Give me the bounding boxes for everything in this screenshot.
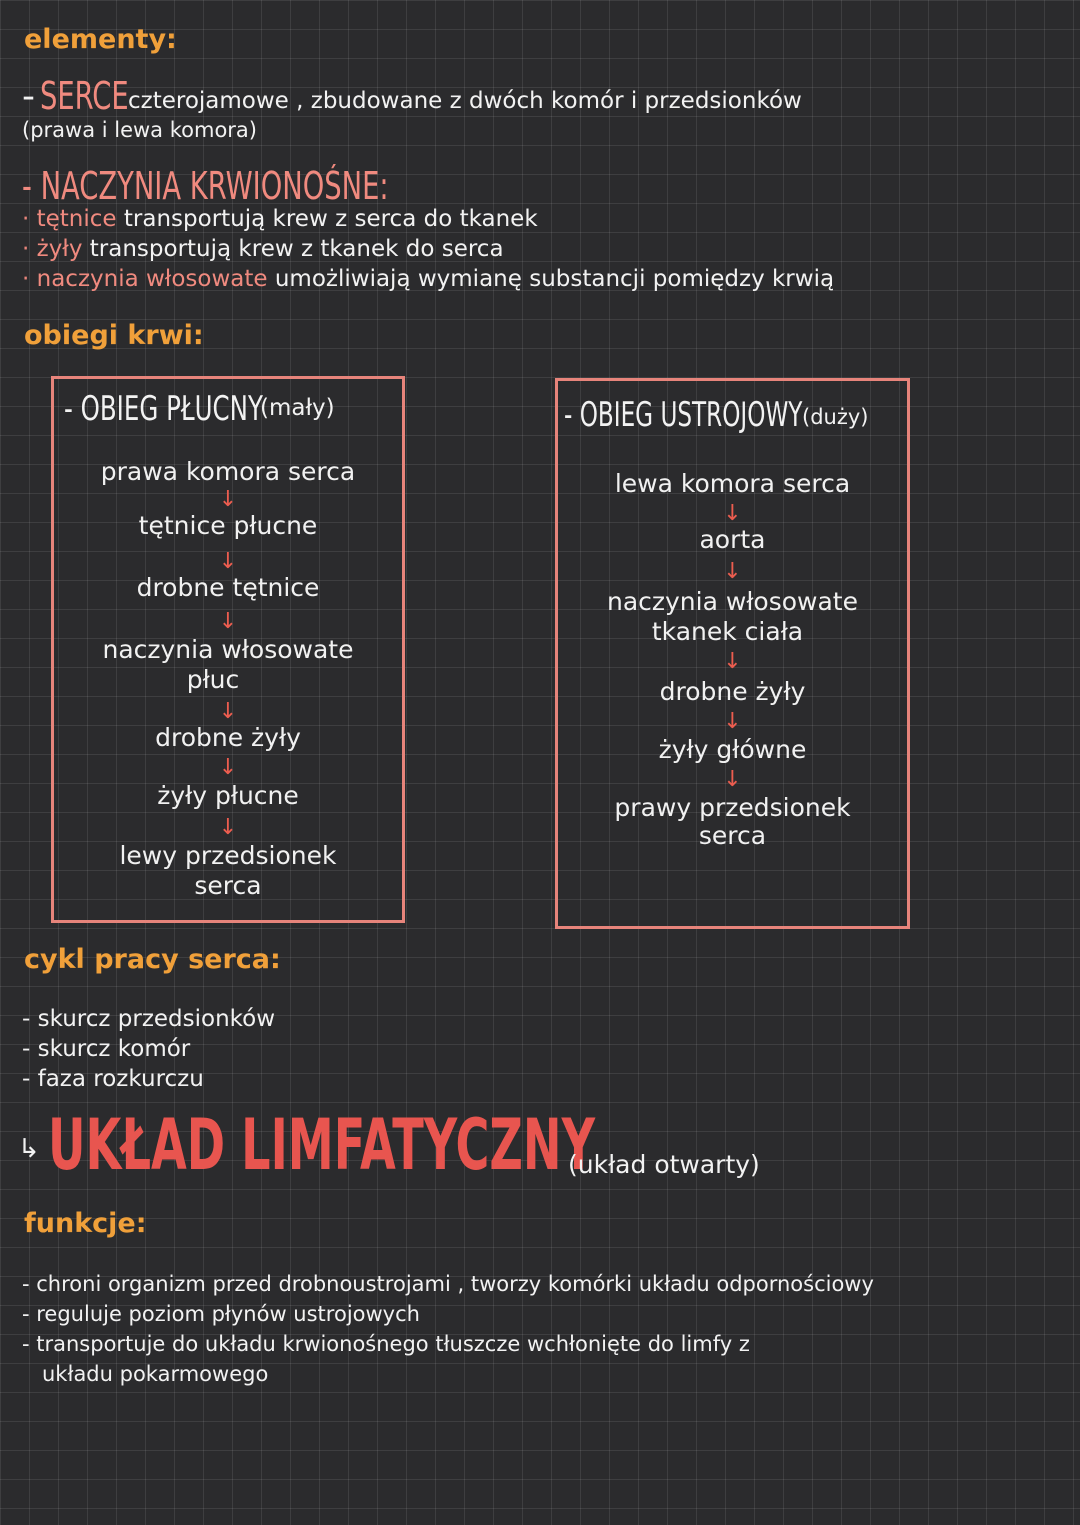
arrow-down-icon: ↓ bbox=[218, 815, 238, 840]
funkcje-item: - reguluje poziom płynów ustrojowych bbox=[22, 1302, 420, 1326]
arrow-down-icon: ↓ bbox=[723, 649, 742, 674]
obieg-ustrojowy-title: - OBIEG USTROJOWY bbox=[564, 395, 803, 435]
funkcje-item: - chroni organizm przed drobnoustrojami , tworzy komórki układu odpornościowy bbox=[22, 1272, 874, 1296]
arrow-down-icon: ↓ bbox=[723, 559, 742, 584]
naczynia-item-desc: umożliwiają wymianę substancji pomiędzy krwią bbox=[274, 266, 835, 292]
arrow-down-icon: ↓ bbox=[723, 501, 742, 526]
obieg-ustrojowy-sub: (duży) bbox=[802, 405, 869, 429]
obieg-ustrojowy-box bbox=[555, 378, 910, 929]
serce-title: SERCE bbox=[40, 74, 129, 118]
cykl-item: - skurcz komór bbox=[22, 1036, 191, 1062]
flow-step: serca bbox=[194, 871, 262, 900]
serce-dash: - bbox=[22, 76, 35, 117]
naczynia-item-term: naczynia włosowate bbox=[36, 266, 268, 292]
obieg-plucny-box bbox=[51, 376, 405, 923]
funkcje-item: - transportuje do układu krwionośnego tłuszcze wchłonięte do limfy z bbox=[22, 1332, 750, 1356]
flow-step: płuc bbox=[186, 665, 240, 694]
obiegi-heading: obiegi krwi: bbox=[24, 320, 204, 351]
naczynia-item: · naczynia włosowate umożliwiają wymianę substancji pomiędzy krwią bbox=[22, 266, 835, 292]
cykl-heading: cykl pracy serca: bbox=[24, 944, 281, 975]
funkcje-item: układu pokarmowego bbox=[42, 1362, 269, 1386]
serce-note: (prawa i lewa komora) bbox=[22, 118, 257, 142]
flow-step: drobne żyły bbox=[155, 723, 301, 752]
flow-step: serca bbox=[698, 821, 767, 850]
naczynia-item: · żyły transportują krew z tkanek do serca bbox=[22, 236, 504, 262]
elementy-heading: elementy: bbox=[24, 24, 177, 55]
serce-description: czterojamowe , zbudowane z dwóch komór i przedsionków bbox=[128, 88, 802, 114]
flow-step: tętnice płucne bbox=[138, 511, 318, 540]
naczynia-item-term: żyły bbox=[36, 236, 83, 262]
naczynia-item: · tętnice transportują krew z serca do tkanek bbox=[22, 206, 538, 232]
arrow-down-icon: ↓ bbox=[723, 767, 742, 792]
flow-step: aorta bbox=[699, 525, 766, 554]
flow-step: żyły płucne bbox=[157, 781, 299, 810]
flow-step: prawy przedsionek bbox=[614, 793, 851, 822]
arrow-down-icon: ↓ bbox=[218, 699, 238, 724]
arrow-down-icon: ↓ bbox=[723, 709, 742, 734]
cykl-item: - faza rozkurczu bbox=[22, 1066, 204, 1092]
flow-step: naczynia włosowate bbox=[102, 635, 354, 664]
cykl-item: - skurcz przedsionków bbox=[22, 1006, 276, 1032]
flow-step: drobne żyły bbox=[659, 677, 806, 706]
flow-step: tkanek ciała bbox=[651, 617, 804, 646]
arrow-down-icon: ↓ bbox=[218, 755, 238, 780]
obieg-plucny-sub: (mały) bbox=[260, 395, 335, 421]
obieg-plucny-title: - OBIEG PŁUCNY bbox=[64, 389, 263, 429]
arrow-down-icon: ↓ bbox=[218, 487, 238, 512]
flow-step: drobne tętnice bbox=[136, 573, 320, 602]
naczynia-title: - NACZYNIA KRWIONOŚNE: bbox=[22, 164, 389, 208]
naczynia-item-term: tętnice bbox=[36, 206, 117, 232]
arrow-down-icon: ↓ bbox=[218, 609, 238, 634]
flow-step: żyły główne bbox=[658, 735, 807, 764]
naczynia-item-desc: transportują krew z tkanek do serca bbox=[89, 236, 504, 262]
flow-step: prawa komora serca bbox=[100, 457, 356, 486]
funkcje-heading: funkcje: bbox=[24, 1208, 147, 1239]
flow-step: lewa komora serca bbox=[614, 469, 851, 498]
limf-sub: (układ otwarty) bbox=[568, 1150, 760, 1179]
arrow-down-icon: ↓ bbox=[218, 549, 238, 574]
naczynia-item-desc: transportują krew z serca do tkanek bbox=[123, 206, 538, 232]
flow-step: naczynia włosowate bbox=[606, 587, 858, 616]
limf-title: UKŁAD LIMFATYCZNY bbox=[48, 1104, 596, 1186]
return-arrow-icon: ↳ bbox=[18, 1134, 40, 1164]
flow-step: lewy przedsionek bbox=[119, 841, 337, 870]
